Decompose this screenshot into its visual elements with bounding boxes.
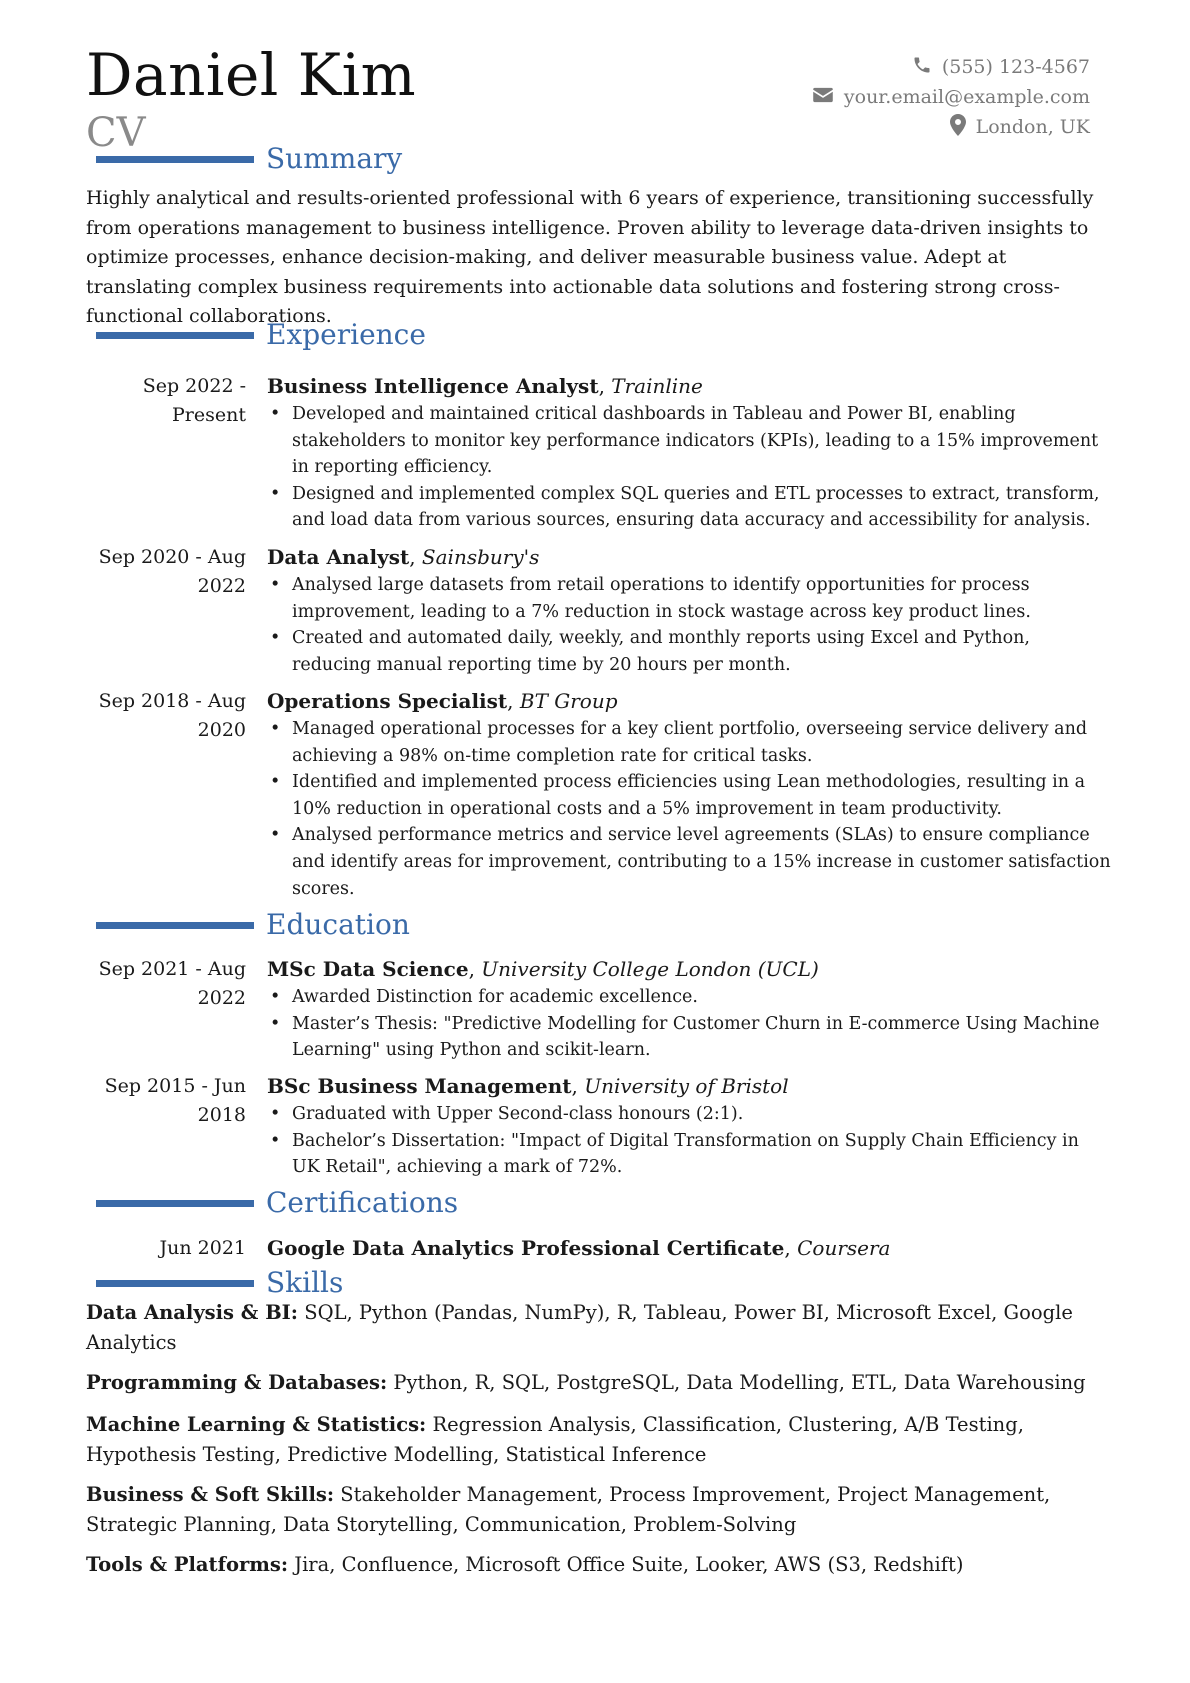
- entry-title: MSc Data Science: [267, 957, 469, 981]
- bullet-item: • Analysed performance metrics and service level agreements (SLAs) to ensure compliance and identify areas for improvement, contributing to a 15% increase in customer satisfaction scores.: [267, 822, 1112, 902]
- section-header-experience: [96, 317, 426, 353]
- skill-row: [86, 1410, 1111, 1469]
- skill-row: [86, 1550, 1111, 1580]
- section-accent-bar: [96, 1280, 254, 1287]
- section-title: Certifications: [266, 1186, 459, 1219]
- skill-label: Business & Soft Skills:: [86, 1483, 335, 1506]
- section-accent-bar: [96, 1200, 254, 1207]
- entry-heading: BSc Business Management, University of Bristol: [267, 1074, 789, 1098]
- bullet-list: [267, 984, 1112, 1064]
- entry-body: [267, 687, 1112, 902]
- section-title: Experience: [266, 318, 426, 351]
- bullet-item: • Bachelor’s Dissertation: "Impact of Digital Transformation on Supply Chain Efficiency in UK Retail", achieving a mark of 72%.: [267, 1128, 1112, 1181]
- entry-heading: Google Data Analytics Professional Certificate, Coursera: [267, 1236, 891, 1260]
- entry-org: Trainline: [611, 374, 703, 398]
- entry-org: Sainsbury's: [421, 545, 540, 569]
- section-title: Summary: [266, 142, 403, 175]
- entry-title: Google Data Analytics Professional Certificate: [267, 1236, 785, 1260]
- contact-location: [670, 112, 1090, 142]
- skill-row: [86, 1298, 1111, 1357]
- bullet-item: • Master’s Thesis: "Predictive Modelling for Customer Churn in E-commerce Using Machine Learning" using Python and scikit-learn.: [267, 1011, 1112, 1064]
- section-title: Skills: [266, 1266, 344, 1299]
- bullet-list: [267, 716, 1112, 902]
- entry-body: [267, 1234, 1112, 1263]
- email-address: your.email@example.com: [843, 86, 1090, 108]
- contact-email[interactable]: [670, 82, 1090, 112]
- section-header-summary: [96, 141, 402, 177]
- section-header-education: [96, 907, 410, 943]
- entry-heading: Operations Specialist, BT Group: [267, 689, 618, 713]
- entry-title: BSc Business Management: [267, 1074, 572, 1098]
- skill-value: SQL, Python (Pandas, NumPy), R, Tableau, Power BI, Microsoft Excel, Google Analytics: [86, 1301, 1073, 1354]
- skill-value: Stakeholder Management, Process Improvement, Project Management, Strategic Planning, Data Storytelling, Communication, Problem-Solving: [86, 1483, 1051, 1536]
- skill-label: Tools & Platforms:: [86, 1553, 289, 1576]
- bullet-item: • Awarded Distinction for academic excellence.: [267, 984, 1112, 1011]
- entry-body: [267, 543, 1112, 678]
- contact-block: [670, 52, 1090, 142]
- entry-date: Sep 2022 - Present: [142, 375, 246, 426]
- skill-value: Jira, Confluence, Microsoft Office Suite, Looker, AWS (S3, Redshift): [294, 1553, 964, 1576]
- candidate-name: Daniel Kim: [86, 41, 417, 109]
- section-accent-bar: [96, 922, 254, 929]
- entry-org: University College London (UCL): [481, 957, 819, 981]
- entry-title: Data Analyst: [267, 545, 410, 569]
- entry-date: Sep 2021 - Aug 2022: [98, 958, 246, 1009]
- contact-phone[interactable]: [670, 52, 1090, 82]
- bullet-item: • Developed and maintained critical dashboards in Tableau and Power BI, enabling stakeholders to monitor key performance indicators (KPIs), leading to a 15% improvement in reporting efficiency.: [267, 401, 1112, 481]
- document-type: CV: [86, 110, 146, 156]
- section-accent-bar: [96, 156, 254, 163]
- bullet-item: • Designed and implemented complex SQL queries and ETL processes to extract, transform, and load data from various sources, ensuring data accuracy and accessibility for analysis.: [267, 481, 1112, 534]
- entry-body: [267, 955, 1112, 1064]
- section-header-skills: [96, 1265, 343, 1301]
- bullet-list: [267, 1101, 1112, 1181]
- entry-heading: Data Analyst, Sainsbury's: [267, 545, 540, 569]
- entry-body: [267, 372, 1112, 534]
- phone-icon: [912, 55, 942, 80]
- bullet-list: [267, 401, 1112, 534]
- skill-value: Regression Analysis, Classification, Clustering, A/B Testing, Hypothesis Testing, Predictive Modelling, Statistical Inference: [86, 1413, 1024, 1466]
- location-text: London, UK: [975, 116, 1090, 138]
- summary-text: Highly analytical and results-oriented professional with 6 years of experience, transitioning successfully from operations management to business intelligence. Proven ability to leverage data-driven insights to optimize processes, enhance decision-making, and deliver measurable business value. Adept at translating complex business requirements into actionable data solutions and fostering strong cross-functional collaborations.: [86, 187, 1094, 328]
- map-pin-icon: [950, 114, 976, 141]
- skill-label: Programming & Databases:: [86, 1371, 388, 1394]
- section-accent-bar: [96, 332, 254, 339]
- bullet-item: • Graduated with Upper Second-class honours (2:1).: [267, 1101, 1112, 1128]
- section-header-certifications: [96, 1185, 458, 1221]
- entry-org: BT Group: [519, 689, 618, 713]
- entry-date: Sep 2018 - Aug 2020: [98, 690, 246, 741]
- skill-row: [86, 1480, 1111, 1539]
- entry-heading: Business Intelligence Analyst, Trainline: [267, 374, 703, 398]
- bullet-item: • Managed operational processes for a key client portfolio, overseeing service delivery and achieving a 98% on-time completion rate for critical tasks.: [267, 716, 1112, 769]
- entry-org: Coursera: [797, 1236, 891, 1260]
- skill-label: Data Analysis & BI:: [86, 1301, 299, 1324]
- skill-value: Python, R, SQL, PostgreSQL, Data Modelling, ETL, Data Warehousing: [393, 1371, 1086, 1394]
- section-title: Education: [266, 908, 410, 941]
- bullet-item: • Identified and implemented process efficiencies using Lean methodologies, resulting in a 10% reduction in operational costs and a 5% improvement in team productivity.: [267, 769, 1112, 822]
- entry-title: Operations Specialist: [267, 689, 508, 713]
- skill-label: Machine Learning & Statistics:: [86, 1413, 427, 1436]
- bullet-list: [267, 572, 1112, 678]
- entry-date: Jun 2021: [159, 1237, 246, 1259]
- entry-title: Business Intelligence Analyst: [267, 374, 599, 398]
- phone-number: (555) 123-4567: [941, 56, 1090, 78]
- entry-heading: MSc Data Science, University College London (UCL): [267, 957, 819, 981]
- entry-date: Sep 2015 - Jun 2018: [104, 1075, 246, 1126]
- skill-row: [86, 1368, 1111, 1398]
- bullet-item: • Created and automated daily, weekly, and monthly reports using Excel and Python, reducing manual reporting time by 20 hours per month.: [267, 625, 1112, 678]
- entry-date: Sep 2020 - Aug 2022: [98, 546, 246, 597]
- bullet-item: • Analysed large datasets from retail operations to identify opportunities for process improvement, leading to a 7% reduction in stock wastage across key product lines.: [267, 572, 1112, 625]
- entry-org: University of Bristol: [584, 1074, 789, 1098]
- envelope-icon: [812, 86, 844, 108]
- entry-body: [267, 1072, 1112, 1181]
